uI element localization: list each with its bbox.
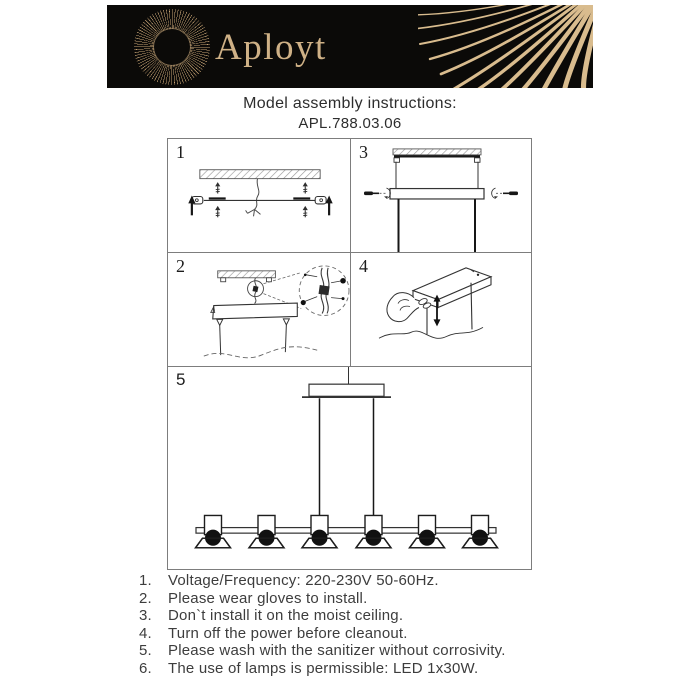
item-text: Please wash with the sanitizer without corrosivity. bbox=[168, 642, 506, 660]
model-number: APL.788.03.06 bbox=[298, 115, 402, 132]
item-text: The use of lamps is permissible: LED 1x30W. bbox=[168, 659, 479, 677]
page-title: Model assembly instructions: bbox=[243, 95, 457, 112]
step2-drawing bbox=[168, 253, 350, 366]
list-item bbox=[139, 572, 506, 590]
assembly-step-panel-3 bbox=[351, 139, 531, 253]
assembly-step-panel-2 bbox=[168, 253, 351, 367]
sunburst-logo-icon bbox=[134, 9, 210, 85]
brand-name: Aployt bbox=[215, 27, 327, 68]
sunburst-core bbox=[154, 29, 190, 65]
item-text: Voltage/Frequency: 220-230V 50-60Hz. bbox=[168, 572, 439, 589]
assembly-step-panel-4 bbox=[351, 253, 531, 367]
item-number: 2. bbox=[139, 589, 152, 607]
instructions-list bbox=[139, 572, 506, 678]
item-number: 1. bbox=[139, 572, 152, 589]
item-text: Please wear gloves to install. bbox=[168, 589, 368, 607]
list-item bbox=[139, 625, 506, 643]
step4-drawing bbox=[351, 253, 531, 366]
brand-banner bbox=[107, 5, 593, 88]
panel-number: 2 bbox=[176, 256, 185, 276]
item-text: Don`t install it on the moist ceiling. bbox=[168, 607, 404, 625]
decorative-rays-icon bbox=[418, 5, 593, 88]
panel-number: 3 bbox=[359, 142, 368, 162]
panel-number: 5 bbox=[176, 370, 186, 389]
list-item bbox=[139, 590, 506, 608]
panel-number: 4 bbox=[359, 256, 368, 276]
item-number: 6. bbox=[139, 659, 152, 677]
assembly-diagram-grid bbox=[167, 138, 532, 570]
item-text: Turn off the power before cleanout. bbox=[168, 624, 408, 642]
list-item bbox=[139, 660, 506, 678]
panel-number: 1 bbox=[176, 142, 185, 162]
list-item bbox=[139, 607, 506, 625]
item-number: 4. bbox=[139, 624, 152, 642]
assembly-step-panel-5 bbox=[168, 367, 531, 569]
list-item bbox=[139, 642, 506, 660]
assembly-step-panel-1 bbox=[168, 139, 351, 253]
item-number: 5. bbox=[139, 642, 152, 660]
step5-drawing bbox=[168, 367, 531, 569]
item-number: 3. bbox=[139, 607, 152, 625]
step1-drawing bbox=[168, 139, 350, 252]
step3-drawing bbox=[351, 139, 531, 252]
